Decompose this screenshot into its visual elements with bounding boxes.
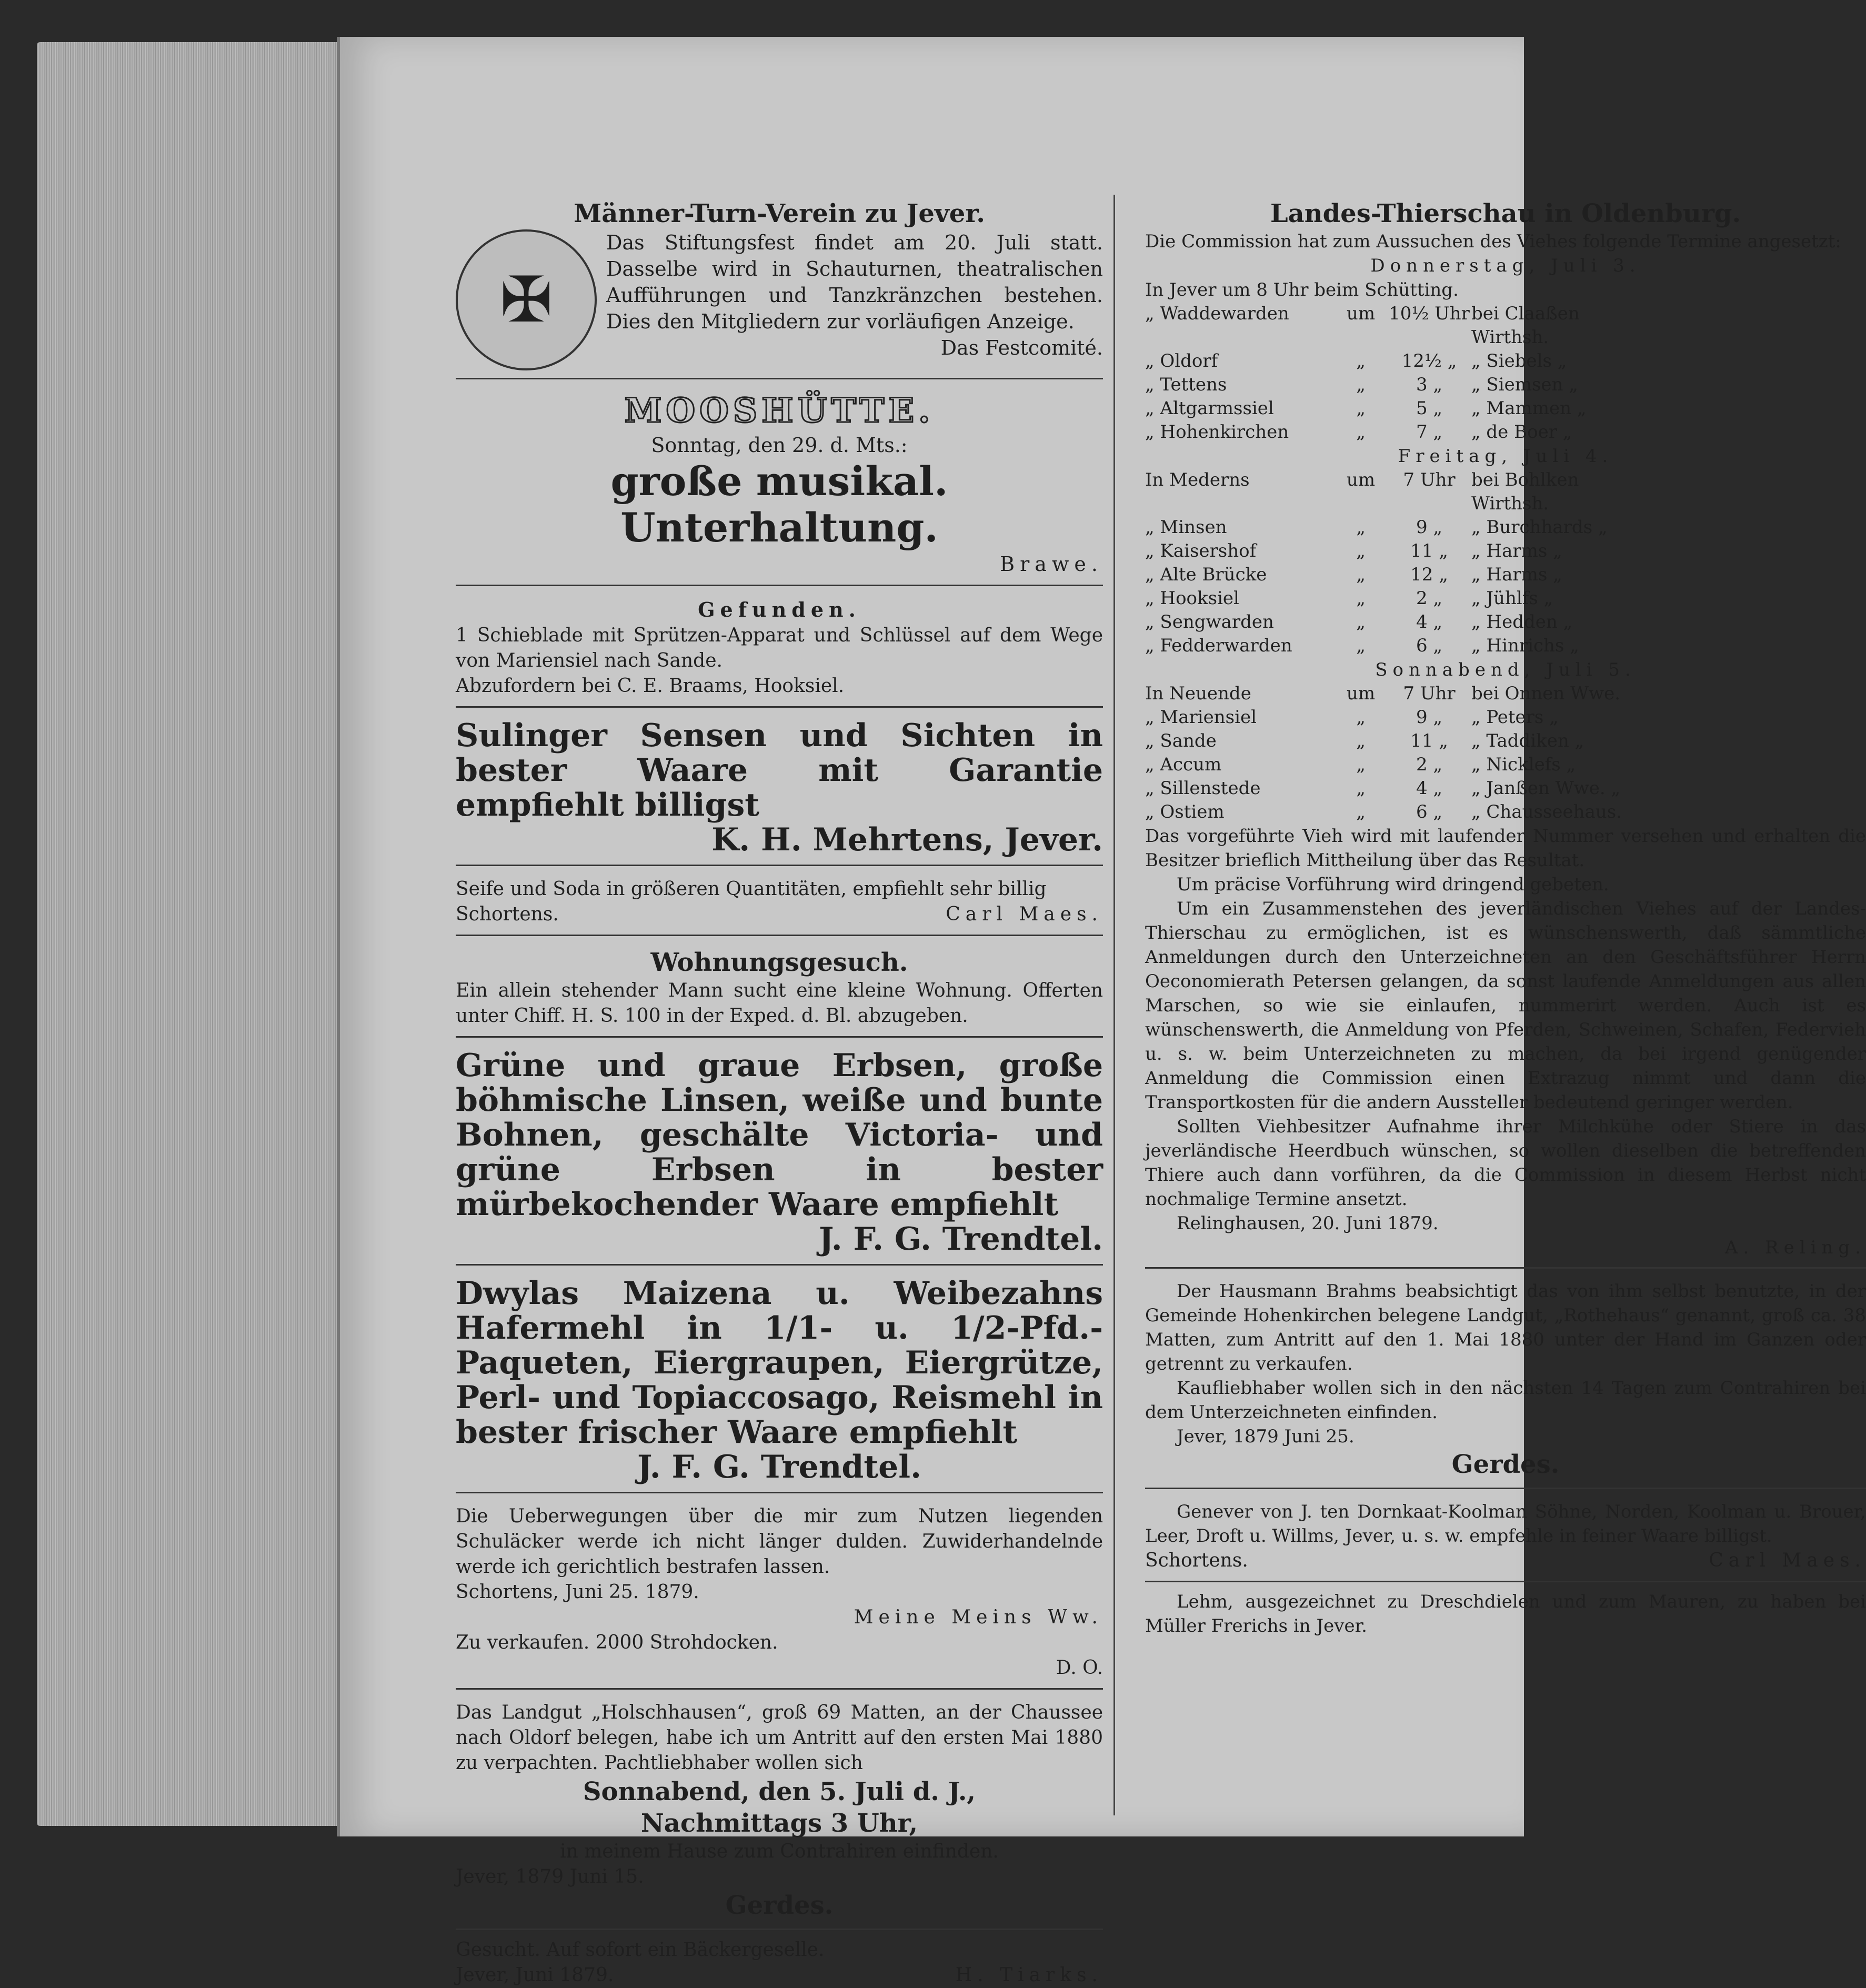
schedule-row	[1145, 777, 1866, 800]
schedule-cell: bei Bohlken Wirthsh.	[1471, 469, 1579, 514]
ad-thierschau	[1145, 195, 1866, 1269]
schedule-cell: „ Burchhards „	[1471, 517, 1608, 538]
genever-text: Genever von J. ten Dornkaat-Koolman Söhne, Norden, Koolman u. Brouer, Leer, Droft u. Willms, Jever, u. s. w. empfehle in feiner Waare billigst.	[1145, 1501, 1866, 1547]
ad-schulaecker	[456, 1501, 1103, 1690]
sensen-text: Sulinger Sensen und Sichten in bester Waare mit Garantie empfiehlt billigst	[456, 717, 1103, 824]
turner-cross-wreath-icon: ✠	[456, 229, 597, 370]
ad-seife	[456, 873, 1103, 936]
schedule-cell: „ Hohenkirchen	[1145, 421, 1289, 443]
schedule-cell: 5 „	[1416, 398, 1443, 419]
schulaecker-sign: Meine Meins Ww.	[854, 1607, 1103, 1628]
baecker-place: Jever, Juni 1879.	[456, 1964, 614, 1986]
ad-lehm	[1145, 1590, 1866, 1638]
landgut-text: Das Landgut „Holschhausen“, groß 69 Matten, an der Chaussee nach Oldorf belegen, habe ich um Antritt auf den ersten Mai 1880 zu verpachten. Pachtliebhaber wollen sich	[456, 1702, 1103, 1774]
schedule-cell: 7 Uhr	[1403, 683, 1456, 704]
schedule-cell: 12½ „	[1401, 350, 1457, 372]
schedule-row	[1145, 800, 1866, 824]
schedule-cell: „ Siebels „	[1471, 350, 1567, 372]
schedule-cell: „	[1356, 540, 1366, 561]
seife-text: Seife und Soda in größeren Quantitäten, empfiehlt sehr billig	[456, 878, 1047, 900]
schedule-row	[1145, 587, 1866, 610]
wohnung-text: Ein allein stehender Mann sucht eine kleine Wohnung. Offerten unter Chiff. H. S. 100 in der Exped. d. Bl. abzugeben.	[456, 980, 1103, 1027]
schedule-cell: „ Taddiken „	[1471, 730, 1584, 751]
book-page-edges	[37, 42, 353, 1826]
schedule-day2	[1145, 468, 1866, 658]
schedule-row	[1145, 610, 1866, 634]
schedule-cell: 7 Uhr	[1403, 469, 1456, 490]
thierschau-para1: Das vorgeführte Vieh wird mit laufender Nummer versehen und erhalten die Besitzer brieflich Mittheilung über das Resultat.	[1145, 826, 1866, 871]
schedule-cell: um	[1346, 469, 1376, 490]
ad-wohnung	[456, 943, 1103, 1038]
schedule-cell: 3 „	[1416, 374, 1443, 395]
rothehaus-sign: Gerdes.	[1451, 1450, 1560, 1479]
schedule-cell: „	[1356, 730, 1366, 751]
thierschau-sign: A. Reling.	[1724, 1237, 1866, 1258]
rothehaus-place: Jever, 1879 Juni 25.	[1177, 1426, 1355, 1447]
schulaecker-date: Schortens, Juni 25. 1879.	[456, 1581, 699, 1603]
thierschau-intro: Die Commission hat zum Aussuchen des Viehes folgende Termine angesetzt:	[1145, 231, 1841, 252]
column-divider	[1113, 195, 1115, 1815]
schedule-cell: „ de Boer „	[1471, 421, 1572, 443]
schedule-cell: „ Harms „	[1471, 564, 1562, 585]
schedule-row	[1145, 468, 1866, 516]
schedule-row	[1145, 420, 1866, 444]
schedule-cell: „	[1356, 754, 1366, 775]
schedule-cell: „ Harms „	[1471, 540, 1562, 561]
landgut-date-line2: Nachmittags 3 Uhr,	[640, 1809, 918, 1838]
genever-sign: Carl Maes.	[1709, 1550, 1866, 1571]
mooshuette-date: Sonntag, den 29. d. Mts.:	[651, 434, 908, 457]
schedule-cell: 12 „	[1410, 564, 1448, 585]
thierschau-para2: Um präcise Vorführung wird dringend gebeten.	[1177, 874, 1609, 895]
thierschau-place: Relinghausen, 20. Juni 1879.	[1177, 1213, 1439, 1234]
schulaecker-text: Die Ueberwegungen über die mir zum Nutzen liegenden Schuläcker werde ich nicht länger dulden. Zuwiderhandelnde werde ich gerichtlich bestrafen lassen.	[456, 1505, 1103, 1578]
ad-baecker	[456, 1937, 1103, 1988]
thierschau-day1-first: In Jever um 8 Uhr beim Schütting.	[1145, 279, 1459, 300]
schedule-cell: „ Waddewarden	[1145, 303, 1289, 324]
genever-place: Schortens.	[1145, 1550, 1248, 1571]
schedule-cell: 6 „	[1416, 635, 1443, 656]
schedule-cell: „ Kaisershof	[1145, 540, 1257, 561]
schedule-row	[1145, 729, 1866, 753]
turnverein-sign: Das Festcomité.	[940, 336, 1103, 359]
schedule-cell: „ Janßen Wwe. „	[1471, 778, 1621, 799]
schedule-cell: „	[1356, 350, 1366, 372]
schedule-cell: 2 „	[1416, 754, 1443, 775]
landgut-place: Jever, 1879 Juni 15.	[456, 1866, 644, 1887]
maizena-sign: J. F. G. Trendtel.	[637, 1449, 921, 1485]
schedule-row	[1145, 682, 1866, 706]
schedule-cell: „	[1356, 635, 1366, 656]
schedule-cell: In Neuende	[1145, 683, 1251, 704]
schedule-row	[1145, 516, 1866, 539]
schedule-cell: „	[1356, 801, 1366, 822]
schedule-cell: In Mederns	[1145, 469, 1250, 490]
ad-maizena	[456, 1273, 1103, 1493]
landgut-sign: Gerdes.	[725, 1891, 834, 1920]
schedule-cell: um	[1346, 683, 1376, 704]
baecker-text: Gesucht. Auf sofort ein Bäckergeselle.	[456, 1939, 825, 1961]
thierschau-para4: Sollten Viehbesitzer Aufnahme ihrer Milchkühe oder Stiere in das jeverländische Heerdbuch wünschen, so wollen dieselben die betreffenden Thiere auch dann vorführen, da die Commission in diesem Herbst nicht nochmalige Termine ansetzt.	[1145, 1116, 1866, 1210]
thierschau-para3: Um ein Zusammenstehen des jeverländischen Viehes auf der Landes-Thierschau zu ermöglichen, ist es wünschenswerth, daß sämmtliche Anmeldungen durch den Unterzeichneten an den Geschäftsführer Herrn Oeconomierath Petersen gelangen, da sonst laufende Anmeldungen aus allen Marschen, so wie sie einlaufen, nummerirt werden. Auch ist es wünschenswerth, die Anmeldung von Pferden, Schweinen, Schafen, Federvieh u. s. w. beim Unterzeichneten zu machen, da bei irgend genügender Anmeldung die Commission einen Extrazug nimmt und dann die Transportkosten für die andern Aussteller bedeutend geringer werden.	[1145, 898, 1866, 1113]
schedule-cell: um	[1346, 303, 1376, 324]
newspaper-page	[337, 37, 1866, 1986]
schedule-cell: 10½ Uhr	[1389, 303, 1470, 324]
schedule-row	[1145, 373, 1866, 397]
schedule-cell: „ Jühlfs „	[1471, 588, 1553, 609]
rothehaus-text: Der Hausmann Brahms beabsichtigt das von ihm selbst benutzte, in der Gemeinde Hohenkirchen belegene Landgut, „Rothehaus“ genannt, groß ca. 38 Matten, zum Antritt auf den 1. Mai 1880 unter der Hand im Ganzen oder getrennt zu verkaufen.	[1145, 1281, 1866, 1374]
maizena-text: Dwylas Maizena u. Weibezahns Hafermehl in 1/1- u. 1/2-Pfd.-Paqueten, Eiergraupen, Eiergrütze, Perl- und Topiaccosago, Reismehl in bester frischer Waare empfiehlt	[456, 1275, 1103, 1451]
thierschau-title: Landes-Thierschau in Oldenburg.	[1270, 199, 1741, 228]
left-column	[456, 195, 1103, 1988]
schedule-cell: „ Chausseehaus.	[1471, 801, 1622, 822]
schedule-cell: „ Alte Brücke	[1145, 564, 1267, 585]
schedule-cell: „ Ostiem	[1145, 801, 1225, 822]
schedule-cell: „ Peters „	[1471, 707, 1559, 728]
schedule-row	[1145, 563, 1866, 587]
schedule-cell: „	[1356, 588, 1366, 609]
schedule-cell: „ Altgarmssiel	[1145, 398, 1274, 419]
mooshuette-sign: Brawe.	[1000, 553, 1103, 576]
ad-turnverein	[456, 195, 1103, 379]
schedule-cell: „ Sillenstede	[1145, 778, 1261, 799]
schedule-cell: „ Mariensiel	[1145, 707, 1257, 728]
seife-sign: Carl Maes.	[946, 903, 1103, 925]
turnverein-title: Männer-Turn-Verein zu Jever.	[574, 199, 985, 228]
schedule-row	[1145, 706, 1866, 729]
strohdocken-sign: D. O.	[1056, 1657, 1103, 1679]
landgut-date-line1: Sonnabend, den 5. Juli d. J.,	[583, 1777, 976, 1806]
ad-genever	[1145, 1497, 1866, 1582]
schedule-cell: „ Hedden „	[1471, 611, 1573, 632]
schedule-cell: „ Mammen „	[1471, 398, 1587, 419]
schedule-cell: bei Onnen Wwe.	[1471, 683, 1621, 704]
schedule-cell: „ Hooksiel	[1145, 588, 1239, 609]
schedule-day3	[1145, 682, 1866, 824]
mooshuette-event: große musikal. Unterhaltung.	[610, 458, 948, 551]
schedule-cell: 4 „	[1416, 611, 1443, 632]
sensen-sign: K. H. Mehrtens, Jever.	[711, 821, 1103, 858]
right-column	[1145, 195, 1866, 1638]
schedule-cell: „	[1356, 421, 1366, 443]
schedule-cell: „ Siemsen „	[1471, 374, 1578, 395]
schedule-cell: 11 „	[1410, 730, 1448, 751]
schedule-cell: „ Nicklefs „	[1471, 754, 1576, 775]
seife-place: Schortens.	[456, 903, 559, 925]
thierschau-day3: Sonnabend, Juli 5.	[1375, 659, 1636, 680]
mooshuette-title: MOOSHÜTTE.	[624, 391, 935, 430]
schedule-cell: „	[1356, 398, 1366, 419]
erbsen-text: Grüne und graue Erbsen, große böhmische Linsen, weiße und bunte Bohnen, geschälte Victoria- und grüne Erbsen in bester mürbekochender Waare empfiehlt	[456, 1047, 1103, 1223]
schedule-cell: 9 „	[1416, 707, 1443, 728]
schedule-cell: „	[1356, 778, 1366, 799]
schedule-row	[1145, 397, 1866, 420]
schedule-cell: 4 „	[1416, 778, 1443, 799]
schedule-cell: „ Hinrichs „	[1471, 635, 1579, 656]
schedule-row	[1145, 539, 1866, 563]
schedule-row	[1145, 753, 1866, 777]
thierschau-day1: Donnerstag, Juli 3.	[1370, 255, 1641, 276]
ad-sensen	[456, 715, 1103, 866]
schedule-cell: „ Accum	[1145, 754, 1222, 775]
ad-erbsen	[456, 1045, 1103, 1266]
schedule-cell: „ Minsen	[1145, 517, 1227, 538]
strohdocken-text: Zu verkaufen. 2000 Strohdocken.	[456, 1632, 778, 1653]
schedule-row	[1145, 302, 1866, 349]
schedule-cell: „	[1356, 564, 1366, 585]
schedule-day1	[1145, 302, 1866, 444]
schedule-cell: 11 „	[1410, 540, 1448, 561]
ad-mooshuette	[456, 387, 1103, 586]
schedule-cell: 6 „	[1416, 801, 1443, 822]
ad-rothehaus	[1145, 1276, 1866, 1489]
ad-gefunden	[456, 594, 1103, 708]
ad-landgut	[456, 1697, 1103, 1930]
schedule-cell: „ Sengwarden	[1145, 611, 1274, 632]
schedule-cell: „	[1356, 707, 1366, 728]
schedule-cell: bei Claaßen Wirthsh.	[1471, 303, 1580, 348]
schedule-cell: „	[1356, 517, 1366, 538]
schedule-cell: „ Fedderwarden	[1145, 635, 1292, 656]
gefunden-title: Gefunden.	[698, 598, 861, 621]
thierschau-day2: Freitag, Juli 4.	[1398, 446, 1613, 467]
rothehaus-text2: Kaufliebhaber wollen sich in den nächsten 14 Tagen zum Contrahiren bei dem Unterzeichneten einfinden.	[1145, 1378, 1866, 1423]
schedule-row	[1145, 349, 1866, 373]
landgut-text2: in meinem Hause zum Contrahiren einfinden.	[560, 1841, 999, 1862]
erbsen-sign: J. F. G. Trendtel.	[819, 1221, 1103, 1258]
schedule-cell: 7 „	[1416, 421, 1443, 443]
gefunden-pickup: Abzufordern bei C. E. Braams, Hooksiel.	[456, 675, 845, 697]
schedule-cell: 9 „	[1416, 517, 1443, 538]
lehm-text: Lehm, ausgezeichnet zu Dreschdielen und zum Mauren, zu haben bei Müller Frerichs in Jever.	[1145, 1591, 1866, 1636]
schedule-cell: „ Tettens	[1145, 374, 1227, 395]
turnverein-text: Das Stiftungsfest findet am 20. Juli statt. Dasselbe wird in Schauturnen, theatralischen Aufführungen und Tanzkränzchen bestehen. Dies den Mitgliedern zur vorläufigen Anzeige.	[606, 231, 1103, 333]
baecker-sign: H. Tiarks.	[955, 1964, 1103, 1986]
schedule-cell: „	[1356, 374, 1366, 395]
wohnung-title: Wohnungsgesuch.	[650, 948, 908, 977]
gefunden-text: 1 Schieblade mit Sprützen-Apparat und Schlüssel auf dem Wege von Mariensiel nach Sande.	[456, 625, 1103, 671]
schedule-cell: „	[1356, 611, 1366, 632]
schedule-cell: „ Sande	[1145, 730, 1217, 751]
schedule-cell: 2 „	[1416, 588, 1443, 609]
schedule-row	[1145, 634, 1866, 658]
schedule-cell: „ Oldorf	[1145, 350, 1218, 372]
